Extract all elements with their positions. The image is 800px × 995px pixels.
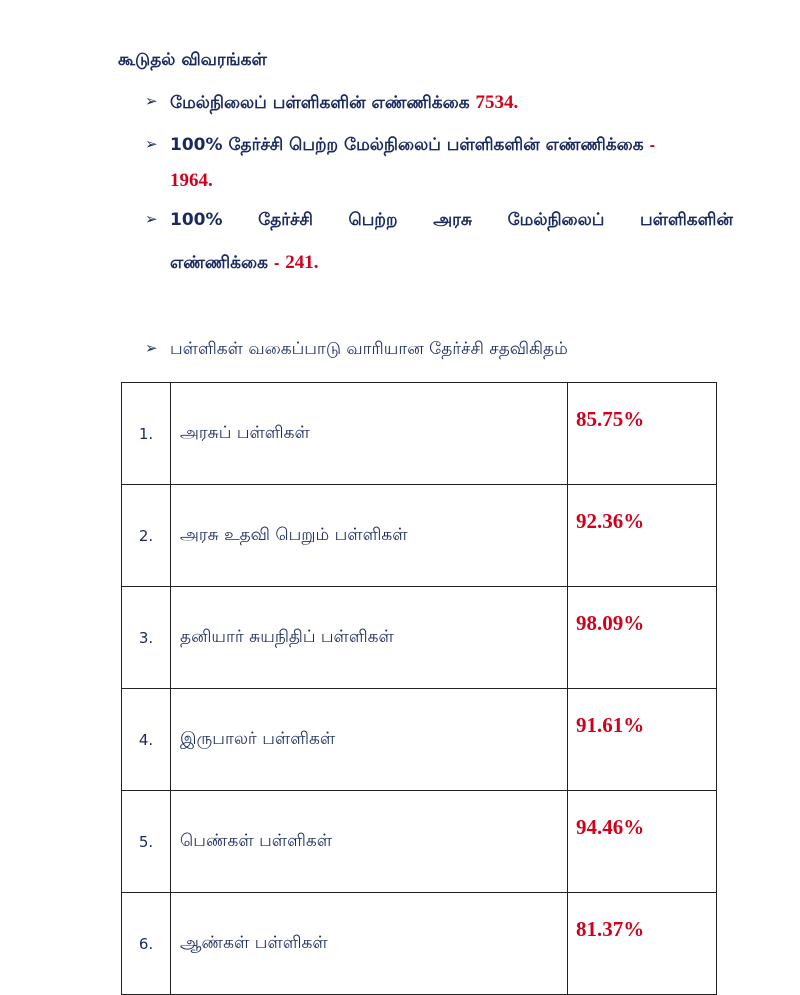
school-type: அரசு உதவி பெறும் பள்ளிகள்: [171, 485, 568, 587]
table-row: [122, 893, 717, 995]
pass-percentage: 98.09%: [568, 587, 717, 689]
school-type: அரசுப் பள்ளிகள்: [171, 383, 568, 485]
bullet-3-word: பள்ளிகளின்: [640, 210, 733, 230]
pass-percentage: 91.61%: [568, 689, 717, 791]
table-row: [122, 383, 717, 485]
bullet-3-word: அரசு: [433, 210, 472, 230]
row-number: 6.: [122, 893, 171, 995]
bullet-3-word: 100%: [170, 210, 223, 230]
bullet-3-word: பெற்ற: [348, 210, 398, 230]
row-number: 4.: [122, 689, 171, 791]
bullet-3-word: மேல்நிலைப்: [507, 210, 605, 230]
bullet-1-text: மேல்நிலைப் பள்ளிகளின் எண்ணிக்கை: [170, 93, 470, 113]
pass-percentage: 92.36%: [568, 485, 717, 587]
table-row: [122, 791, 717, 893]
bullet-1-value: 7534.: [475, 92, 519, 113]
table-row: [122, 587, 717, 689]
table-row: [122, 689, 717, 791]
bullet-3-line-1: [170, 210, 733, 232]
pass-percentage: 94.46%: [568, 791, 717, 893]
row-number: 2.: [122, 485, 171, 587]
bullet-arrow-icon: ➢: [145, 135, 158, 153]
school-type: தனியார் சுயநிதிப் பள்ளிகள்: [171, 587, 568, 689]
school-type: பெண்கள் பள்ளிகள்: [171, 791, 568, 893]
row-number: 3.: [122, 587, 171, 689]
section-heading: கூடுதல் விவரங்கள்: [118, 50, 267, 70]
school-type: இருபாலர் பள்ளிகள்: [171, 689, 568, 791]
pass-percentage-table: [121, 382, 717, 995]
bullet-2-text: 100% தேர்ச்சி பெற்ற மேல்நிலைப் பள்ளிகளின் எண்ணிக்கை: [170, 135, 644, 155]
bullet-arrow-icon: ➢: [145, 210, 158, 228]
school-type: ஆண்கள் பள்ளிகள்: [171, 893, 568, 995]
row-number: 5.: [122, 791, 171, 893]
bullet-2-value: 1964.: [170, 170, 213, 191]
pass-percentage: 85.75%: [568, 383, 717, 485]
table-title: பள்ளிகள் வகைப்பாடு வாரியான தேர்ச்சி சதவிகிதம்: [170, 339, 568, 359]
bullet-3-dash: -: [273, 257, 280, 272]
bullet-1: [170, 92, 518, 115]
bullet-arrow-icon: ➢: [145, 339, 158, 357]
bullet-3-value: 241.: [285, 252, 319, 273]
bullet-2-line-2: [170, 170, 213, 192]
bullet-3-text: எண்ணிக்கை: [170, 253, 269, 273]
bullet-arrow-icon: ➢: [145, 92, 158, 110]
bullet-3-line-2: [170, 252, 319, 275]
table-row: [122, 485, 717, 587]
pass-percentage: 81.37%: [568, 893, 717, 995]
row-number: 1.: [122, 383, 171, 485]
bullet-2-dash: -: [649, 139, 655, 154]
bullet-2-line-1: [170, 135, 655, 157]
bullet-3-word: தேர்ச்சி: [258, 210, 313, 230]
